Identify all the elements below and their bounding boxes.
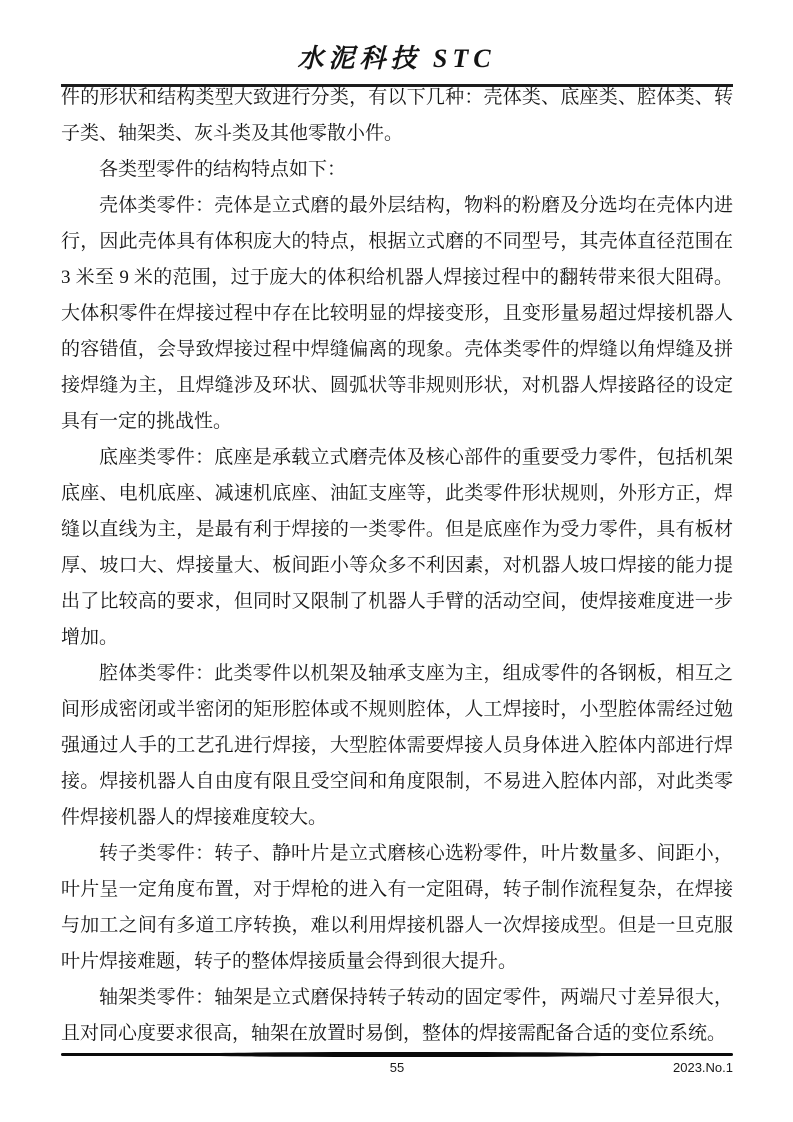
- paragraph-5-line-5: 件焊接机器人的焊接难度较大。: [61, 807, 328, 828]
- paragraph-1-line-2: 子类、轴架类、灰斗类及其他零散小件。: [61, 123, 404, 144]
- paragraph-4-line-6: 增加。: [61, 627, 119, 648]
- paragraph-5-line-3: 强通过人手的工艺孔进行焊接，大型腔体需要焊接人员身体进入腔体内部进行焊: [61, 735, 733, 756]
- paragraph-3-line-3: 3 米至 9 米的范围，过于庞大的体积给机器人焊接过程中的翻转带来很大阻碍。: [61, 267, 733, 288]
- paragraph-2-line-1: 各类型零件的结构特点如下：: [99, 159, 347, 180]
- footer-rule: [61, 1053, 733, 1056]
- paragraph-3-line-1: 壳体类零件：壳体是立式磨的最外层结构，物料的粉磨及分选均在壳体内进: [99, 195, 733, 216]
- paragraph-3-line-6: 接焊缝为主，且焊缝涉及环状、圆弧状等非规则形状，对机器人焊接路径的设定: [61, 375, 733, 396]
- paragraph-3-line-4: 大体积零件在焊接过程中存在比较明显的焊接变形，且变形量易超过焊接机器人: [61, 303, 733, 324]
- paragraph-3-line-2: 行，因此壳体具有体积庞大的特点，根据立式磨的不同型号，其壳体直径范围在: [61, 231, 733, 252]
- paragraph-6-line-3: 与加工之间有多道工序转换，难以利用焊接机器人一次焊接成型。但是一旦克服: [61, 915, 733, 936]
- paragraph-4-line-1: 底座类零件：底座是承载立式磨壳体及核心部件的重要受力零件，包括机架: [99, 447, 733, 468]
- paragraph-3-line-5: 的容错值，会导致焊接过程中焊缝偏离的现象。壳体类零件的焊缝以角焊缝及拼: [61, 339, 733, 360]
- page-footer: [61, 1060, 733, 1080]
- paragraph-5-line-1: 腔体类零件：此类零件以机架及轴承支座为主，组成零件的各钢板，相互之: [99, 663, 733, 684]
- paragraph-4-line-5: 出了比较高的要求，但同时又限制了机器人手臂的活动空间，使焊接难度进一步: [61, 591, 733, 612]
- paragraph-1-line-1: 件的形状和结构类型大致进行分类，有以下几种：壳体类、底座类、腔体类、转: [61, 87, 733, 108]
- page-number: 55: [389, 1060, 405, 1075]
- paragraph-6-line-4: 叶片焊接难题，转子的整体焊接质量会得到很大提升。: [61, 951, 518, 972]
- journal-title: 水泥科技 STC: [297, 44, 496, 73]
- article-body: [61, 80, 733, 1052]
- paragraph-7-line-1: 轴架类零件：轴架是立式磨保持转子转动的固定零件，两端尺寸差异很大，: [99, 987, 733, 1008]
- paragraph-5-line-2: 间形成密闭或半密闭的矩形腔体或不规则腔体，人工焊接时，小型腔体需经过勉: [61, 699, 733, 720]
- paragraph-4-line-3: 缝以直线为主，是最有利于焊接的一类零件。但是底座作为受力零件，具有板材: [61, 519, 733, 540]
- paragraph-3-line-7: 具有一定的挑战性。: [61, 411, 233, 432]
- journal-header: [61, 38, 732, 75]
- paragraph-7-line-2: 且对同心度要求很高，轴架在放置时易倒，整体的焊接需配备合适的变位系统。: [61, 1023, 727, 1044]
- paragraph-6-line-2: 叶片呈一定角度布置，对于焊枪的进入有一定阻碍，转子制作流程复杂，在焊接: [61, 879, 733, 900]
- paragraph-4-line-2: 底座、电机底座、减速机底座、油缸支座等，此类零件形状规则，外形方正，焊: [61, 483, 733, 504]
- paragraph-6-line-1: 转子类零件：转子、静叶片是立式磨核心选粉零件，叶片数量多、间距小，: [99, 843, 733, 864]
- issue-number: 2023.No.1: [673, 1060, 733, 1075]
- paragraph-4-line-4: 厚、坡口大、焊接量大、板间距小等众多不利因素，对机器人坡口焊接的能力提: [61, 555, 733, 576]
- paragraph-5-line-4: 接。焊接机器人自由度有限且受空间和角度限制，不易进入腔体内部，对此类零: [61, 771, 733, 792]
